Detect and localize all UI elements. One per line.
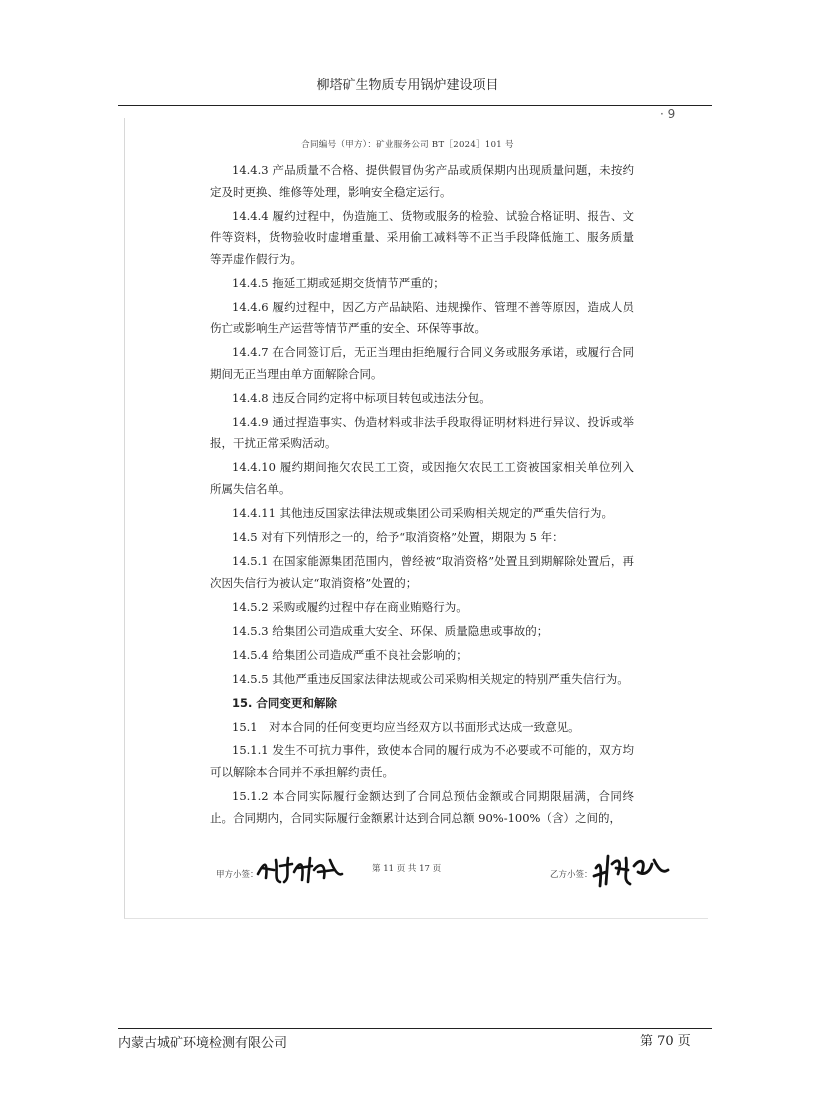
clause-14-4-11: 14.4.11 其他违反国家法律法规或集团公司采购相关规定的严重失信行为。	[232, 506, 614, 521]
clause-15-1: 15.1 对本合同的任何变更均应当经双方以书面形式达成一致意见。	[232, 719, 580, 734]
contract-body	[210, 160, 634, 832]
footer-divider	[118, 1028, 712, 1029]
clause-14-4-4: 14.4.4 履约过程中，伪造施工、货物或服务的检验、试验合格证明、报告、文件等资料，货物验收时虚增重量、采用偷工减料等不正当手段降低施工、服务质量等弄虚作假行为。	[210, 208, 634, 266]
section-15-heading: 15. 合同变更和解除	[232, 695, 337, 710]
clause-14-4-7: 14.4.7 在合同签订后，无正当理由拒绝履行合同义务或服务承诺，或履行合同期间无正当理由单方面解除合同。	[210, 345, 634, 381]
clause-14-4-6: 14.4.6 履约过程中，因乙方产品缺陷、违规操作、管理不善等原因，造成人员伤亡或影响生产运营等情节严重的安全、环保等事故。	[210, 299, 634, 336]
clause-14-5-1: 14.5.1 在国家能源集团范围内，曾经被“取消资格”处置且到期解除处置后，再次因失信行为被认定“取消资格”处置的；	[210, 554, 634, 590]
header-divider	[118, 105, 712, 106]
clause-14-5: 14.5 对有下列情形之一的，给予“取消资格”处置，期限为 5 年：	[232, 530, 564, 545]
clause-14-5-2: 14.5.2 采购或履约过程中存在商业贿赂行为。	[232, 599, 468, 614]
footer-company-name: 内蒙古城矿环境检测有限公司	[118, 1036, 288, 1051]
party-a-sign-label: 甲方小签：	[216, 870, 259, 880]
clause-15-1-1: 15.1.1 发生不可抗力事件，致使本合同的履行成为不必要或不可能的，双方均可以解除本合同并不承担解约责任。	[210, 743, 634, 780]
clause-14-5-5: 14.5.5 其他严重违反国家法律法规或公司采购相关规定的特别严重失信行为。	[232, 671, 629, 686]
scan-corner-mark: · 9	[660, 107, 676, 121]
clause-14-5-3: 14.5.3 给集团公司造成重大安全、环保、质量隐患或事故的；	[232, 623, 549, 638]
clause-14-4-8: 14.4.8 违反合同约定将中标项目转包或违法分包。	[232, 390, 491, 405]
clause-14-4-3: 14.4.3 产品质量不合格、提供假冒伪劣产品或质保期内出现质量问题，未按约定及时更换、维修等处理，影响安全稳定运行。	[210, 163, 634, 199]
clause-14-4-10: 14.4.10 履约期间拖欠农民工工资，或因拖欠农民工工资被国家相关单位列入所属失信名单。	[210, 460, 634, 497]
signature-row	[214, 852, 664, 892]
footer-page-number: 第 70 页	[640, 1034, 691, 1049]
clause-15-1-2: 15.1.2 本合同实际履行金额达到了合同总预估金额或合同期限届满，合同终止。合同期内，合同实际履行金额累计达到合同总额 90%-100%（含）之间的，	[210, 789, 634, 825]
contract-number: 合同编号（甲方）：矿业服务公司 BT［2024］101 号	[301, 140, 514, 150]
clause-14-4-5: 14.4.5 拖延工期或延期交货情节严重的；	[232, 275, 445, 290]
party-a-signature-icon	[254, 852, 346, 886]
contract-page-count: 第 11 页 共 17 页	[372, 864, 442, 874]
party-b-signature-icon	[592, 850, 672, 890]
clause-14-4-9: 14.4.9 通过捏造事实、伪造材料或非法手段取得证明材料进行异议、投诉或举报，干扰正常采购活动。	[210, 414, 634, 451]
party-b-sign-label: 乙方小签：	[550, 870, 593, 880]
report-header-title: 柳塔矿生物质专用锅炉建设项目	[316, 78, 499, 93]
clause-14-5-4: 14.5.4 给集团公司造成严重不良社会影响的；	[232, 647, 468, 662]
